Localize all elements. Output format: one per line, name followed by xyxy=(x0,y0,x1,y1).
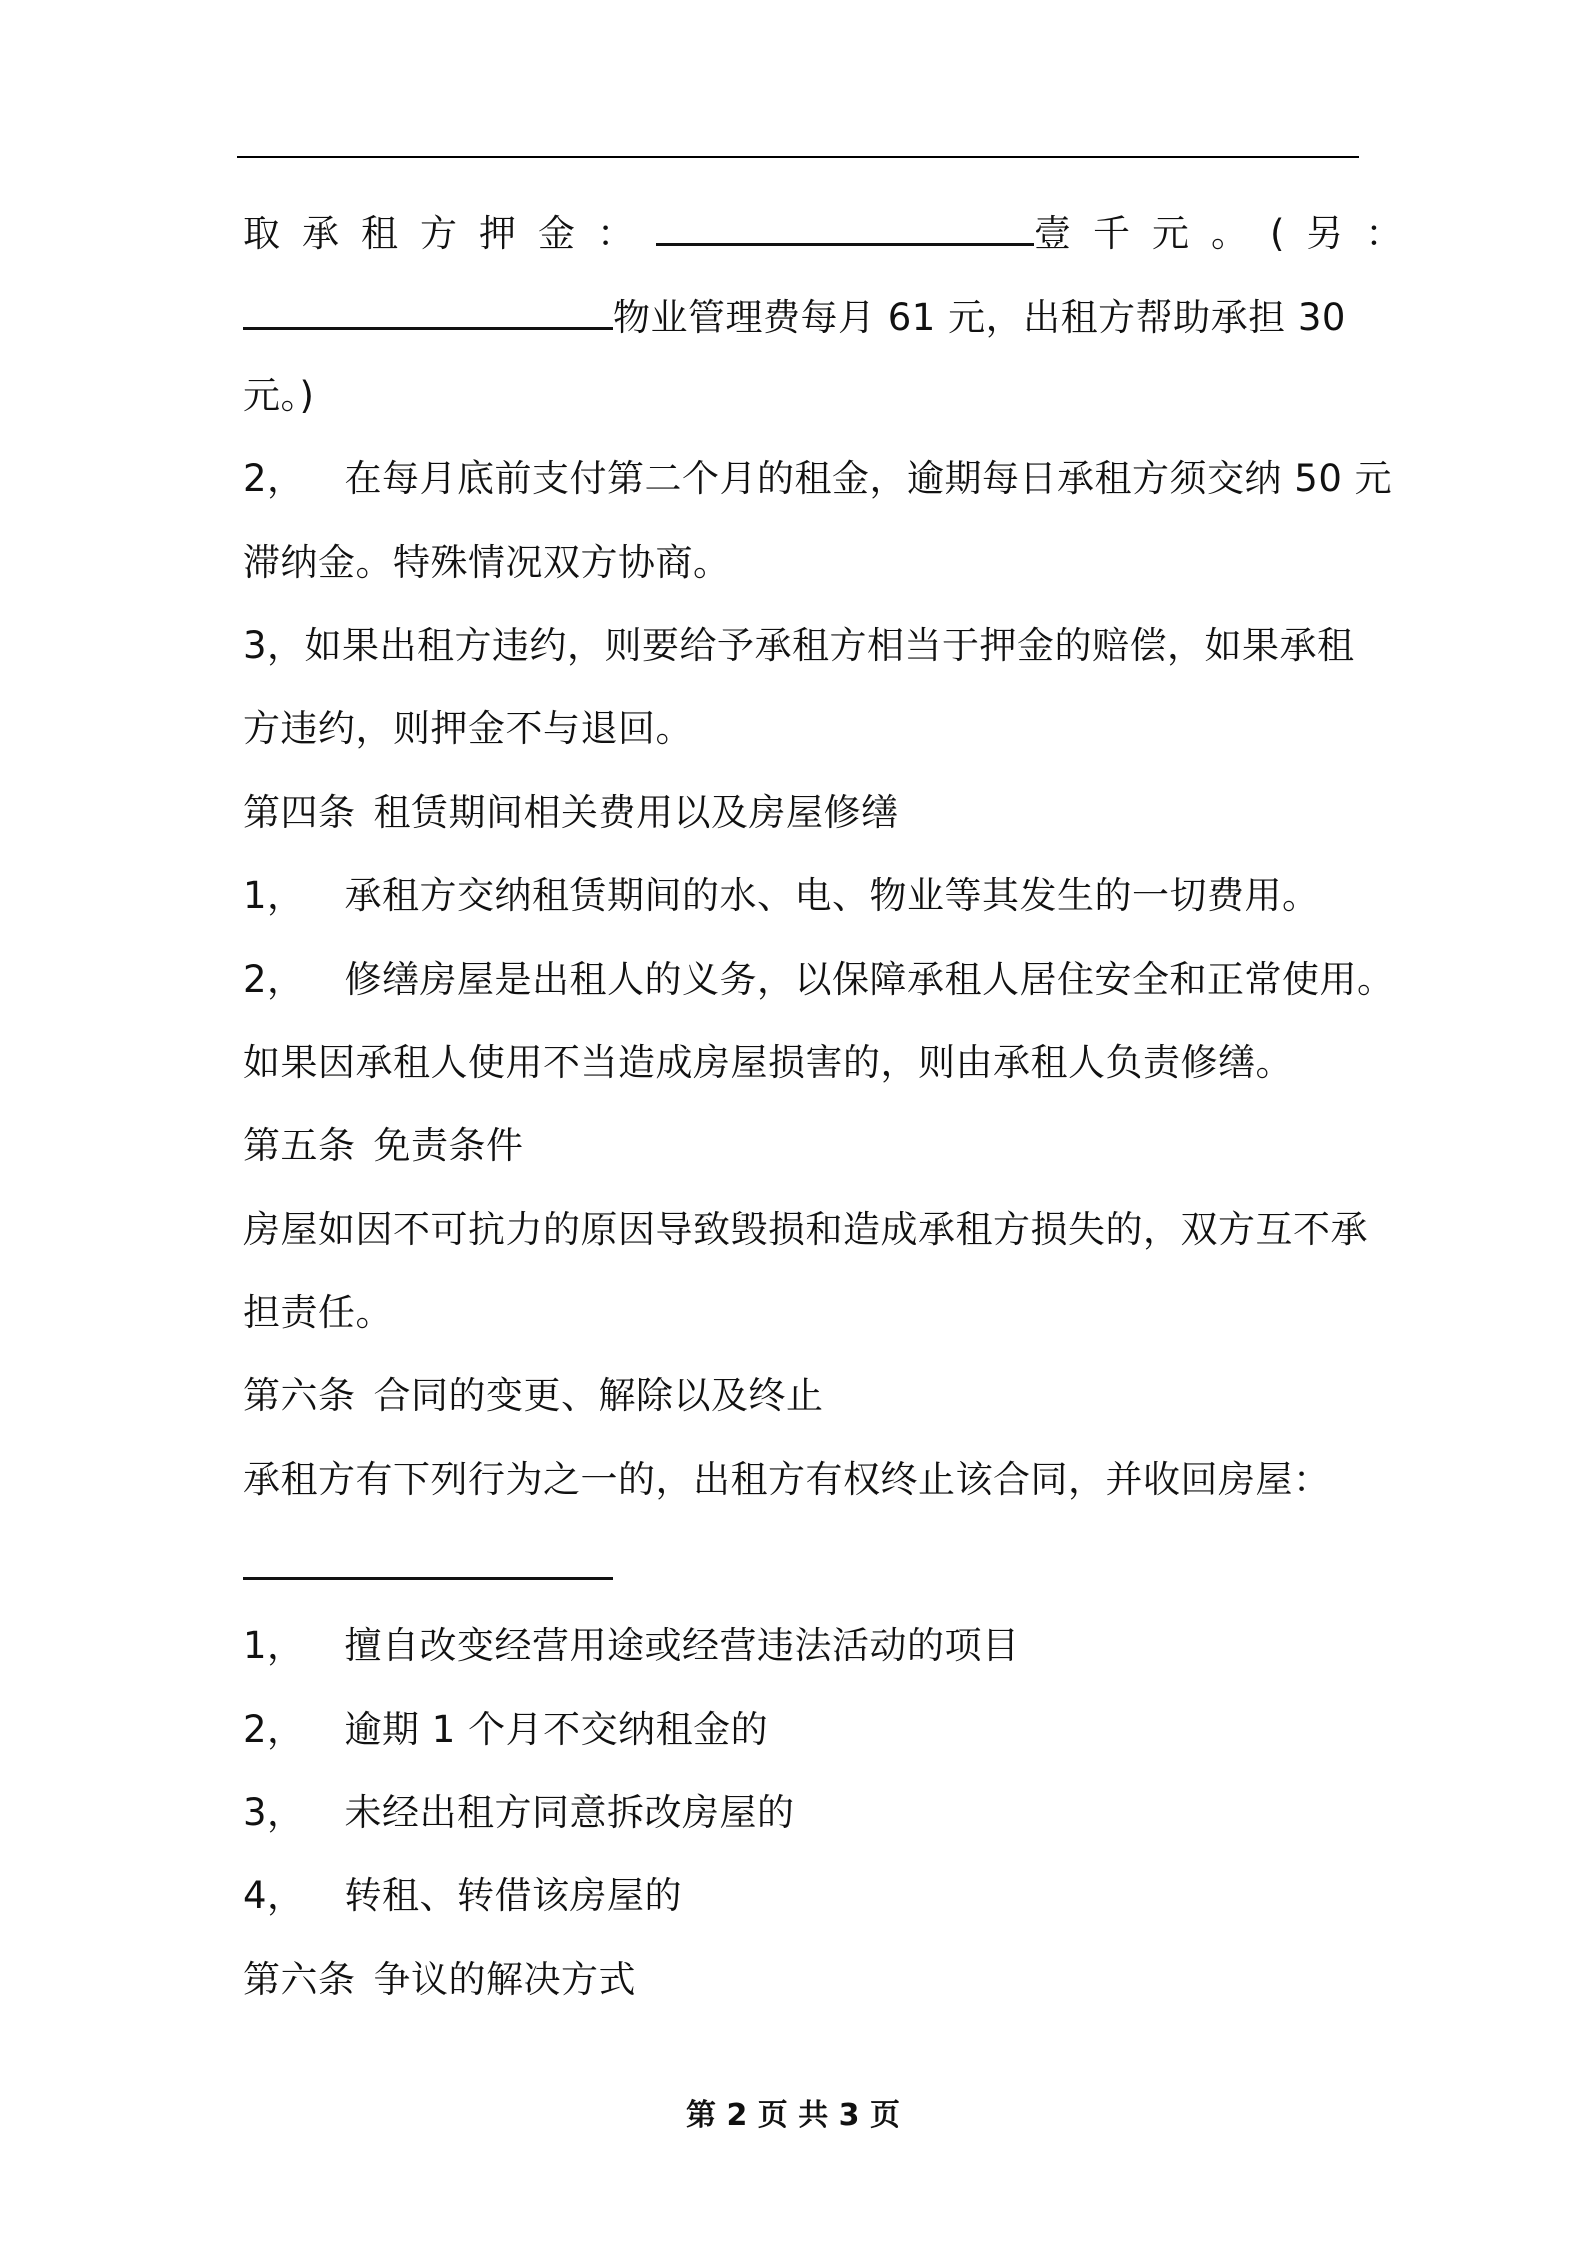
list-item xyxy=(243,1706,1359,1754)
list-item xyxy=(243,1789,1359,1837)
list-item xyxy=(243,1622,1359,1670)
article-number: 第四条 xyxy=(243,791,356,834)
list-number: 2， xyxy=(243,457,305,500)
list-number: 1， xyxy=(243,874,305,917)
list-text: 在每月底前支付第二个月的租金，逾期每日承租方须交纳 50 元 xyxy=(344,457,1393,500)
list-item xyxy=(243,455,1393,503)
paragraph-line: 方违约，则押金不与退回。 xyxy=(243,707,693,750)
paragraph-line: 承租方有下列行为之一的，出租方有权终止该合同，并收回房屋： xyxy=(243,1458,1331,1501)
article-heading xyxy=(243,1372,1359,1420)
page-number: 第 2 页 共 3 页 xyxy=(686,2098,900,2133)
blank-field xyxy=(243,1539,613,1580)
article-title: 争议的解决方式 xyxy=(373,1958,636,2001)
list-text: 转租、转借该房屋的 xyxy=(344,1874,683,1917)
deposit-label: 取承租方押金： xyxy=(243,212,656,255)
list-number: 4， xyxy=(243,1874,305,1917)
article-number: 第六条 xyxy=(243,1374,356,1417)
list-number: 2， xyxy=(243,1708,305,1751)
article-title: 租赁期间相关费用以及房屋修缮 xyxy=(373,791,899,834)
header-rule xyxy=(237,156,1359,158)
deposit-line xyxy=(243,205,1425,258)
list-number: 1， xyxy=(243,1624,305,1667)
list-text: 逾期 1 个月不交纳租金的 xyxy=(344,1708,769,1751)
list-text: 承租方交纳租赁期间的水、电、物业等其发生的一切费用。 xyxy=(344,874,1320,917)
fee-blank xyxy=(243,289,613,330)
list-number: 2， xyxy=(243,958,305,1001)
article-heading xyxy=(243,1122,1359,1170)
list-item xyxy=(243,956,1395,1004)
list-text: 擅自改变经营用途或经营违法活动的项目 xyxy=(344,1624,1020,1667)
blank-line xyxy=(243,1539,1359,1592)
article-title: 免责条件 xyxy=(373,1124,524,1167)
list-text: 未经出租方同意拆改房屋的 xyxy=(344,1791,795,1834)
fee-line xyxy=(243,289,1359,342)
paragraph-line: 房屋如因不可抗力的原因导致毁损和造成承租方损失的，双方互不承 xyxy=(243,1208,1368,1251)
paragraph-line: 如果因承租人使用不当造成房屋损害的，则由承租人负责修缮。 xyxy=(243,1041,1293,1084)
article-title: 合同的变更、解除以及终止 xyxy=(373,1374,824,1417)
article-number: 第六条 xyxy=(243,1958,356,2001)
paragraph-line: 滞纳金。特殊情况双方协商。 xyxy=(243,541,731,584)
list-item xyxy=(243,1872,1359,1920)
article-number: 第五条 xyxy=(243,1124,356,1167)
article-heading xyxy=(243,789,1359,837)
paragraph-line: 3，如果出租方违约，则要给予承租方相当于押金的赔偿，如果承租 xyxy=(243,624,1355,667)
list-item xyxy=(243,872,1359,920)
list-number: 3， xyxy=(243,1791,305,1834)
deposit-amount: 壹千元。(另： xyxy=(1034,212,1425,255)
article-heading xyxy=(243,1956,1359,2004)
fee-text: 物业管理费每月 61 元，出租方帮助承担 30 xyxy=(613,296,1346,339)
list-text: 修缮房屋是出租人的义务，以保障承租人居住安全和正常使用。 xyxy=(344,958,1395,1001)
deposit-blank xyxy=(656,205,1034,246)
paragraph-line: 元。) xyxy=(243,374,315,417)
paragraph-line: 担责任。 xyxy=(243,1291,393,1334)
